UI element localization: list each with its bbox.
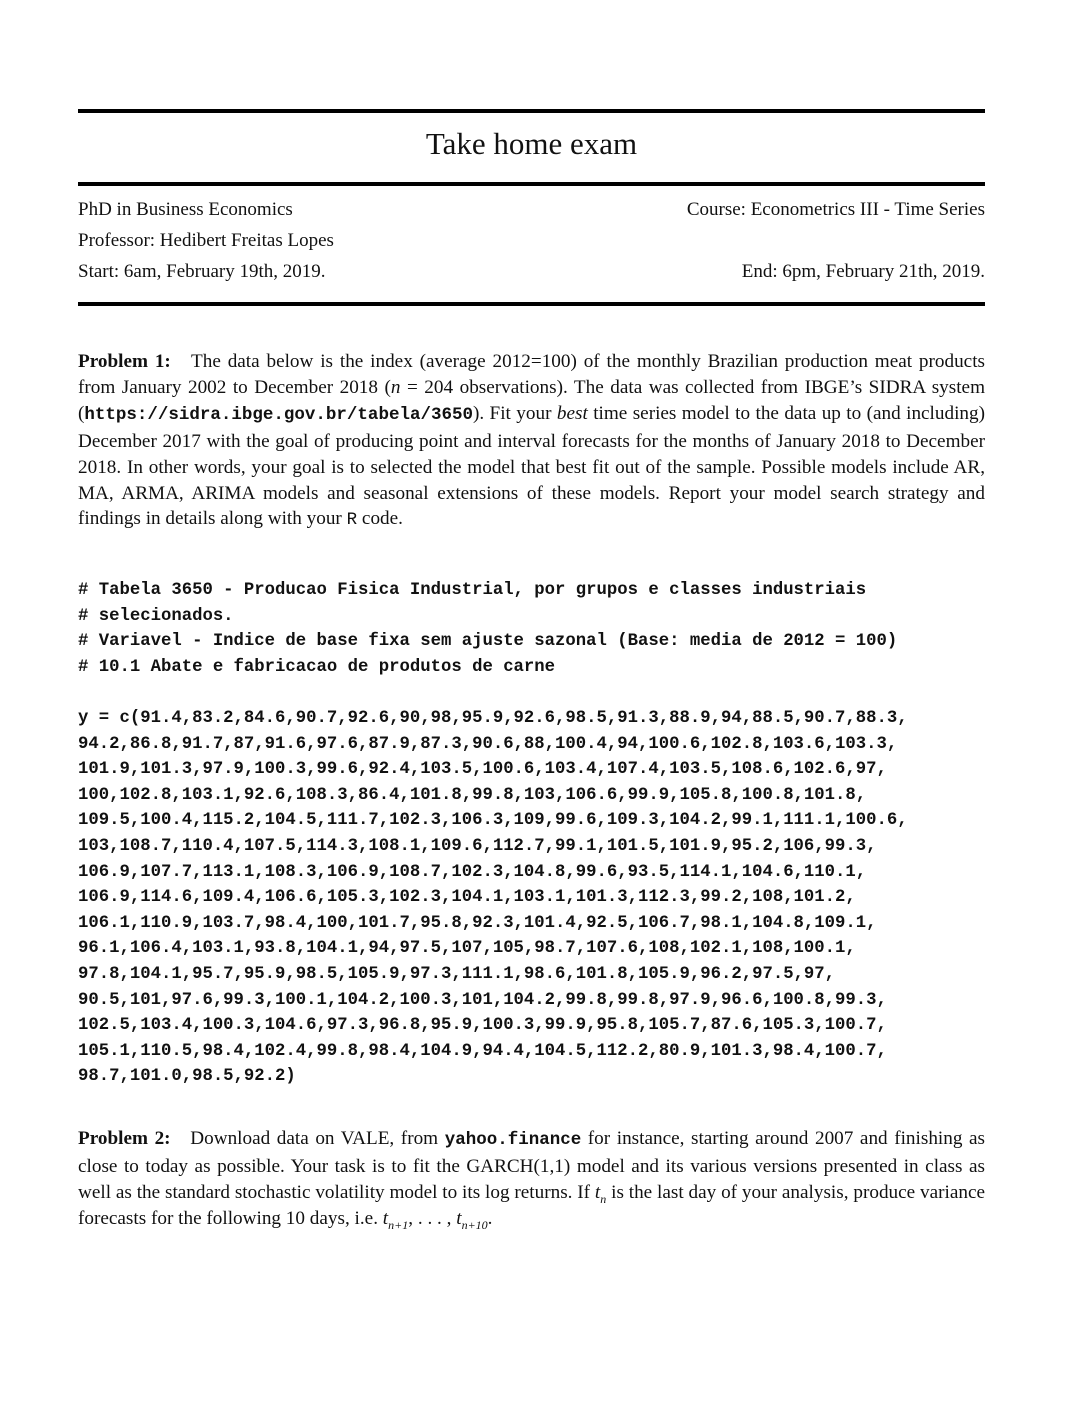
problem-1-n: n (390, 376, 401, 398)
exam-title: Take home exam (425, 126, 638, 161)
start-label: Start: 6am, February 19th, 2019. (78, 261, 326, 282)
yahoo-finance-code: yahoo.finance (444, 1130, 582, 1150)
code-comments: # Tabela 3650 - Producao Fisica Industrial, por grupos e classes industriais # selecionados. # Variavel - Indice de base fixa sem ajuste sazonal (Base: media de 2012 = 100) # 10.1 Abate e fabricacao de produtos de carne (78, 581, 898, 677)
t-n10-symbol: $t_{n+10}$ (456, 1207, 488, 1232)
t-n1-symbol: $t_{n+1}$ (382, 1207, 409, 1232)
problem-1-text (78, 349, 985, 534)
problem-2-part-b: for instance, starting around 2007 and finishing as close to today as possible. Your task is to fit the GARCH(1,1) model and its various versions presented in class as well as the standard stochastic volatility model to its log returns. If (78, 1128, 985, 1203)
problem-2-text (78, 1126, 985, 1232)
professor-label: Professor: Hedibert Freitas Lopes (78, 230, 334, 251)
code-data-vector: y = c(91.4,83.2,84.6,90.7,92.6,90,98,95.9,92.6,98.5,91.3,88.9,94,88.5,90.7,88.3, 94.2,86.8,91.7,87,91.6,97.6,87.9,87.3,90.6,88,100.4,94,100.6,102.8,103.6,103.3, 101.9,101.3,97.9,100.3,99.6,92.4,103.5,100.6,103.4,107.4,103.5,108.6,102.6,97, 100,102.8,103.1,92.6,108.3,86.4,101.8,99.8,103,106.6,99.9,105.8,100.8,101.8, 109.5,100.4,115.2,104.5,111.7,102.3,106.3,109,99.6,109.3,104.2,99.1,111.1,100.6, 103,108.7,110.4,107.5,114.3,108.1,109.6,112.7,99.1,101.5,101.9,95.2,106,99.3, 106.9,107.7,113.1,108.3,106.9,108.7,102.3,104.8,99.6,93.5,114.1,104.6,110.1, 106.9,114.6,109.4,106.6,105.3,102.3,104.1,103.1,101.3,112.3,99.2,108,101.2, 106.1,110.9,103.7,98.4,100,101.7,95.8,92.3,101.4,92.5,106.7,98.1,104.8,109.1, 96.1,106.4,103.1,93.8,104.1,94,97.5,107,105,98.7,107.6,108,102.1,108,100.1, 97.8,104.1,95.7,95.9,98.5,105.9,97.3,111.1,98.6,101.8,105.9,96.2,97.5,97, 90.5,101,97.6,99.3,100.1,104.2,100.3,101,104.2,99.8,99.8,97.9,96.6,100.8,99.3, 102.5,103.4,100.3,104.6,97.3,96.8,95.9,100.3,99.9,95.8,105.7,87.6,105.3,100.7, 105.1,110.5,98.4,102.4,99.8,98.4,104.9,94.4,104.5,112.2,80.9,101.3,98.4,100.7, 98.7,101.0,98.5,92.2) (78, 709, 908, 1087)
problem-1-label: Problem 1: (78, 351, 171, 372)
problem-1-part-d: time series model to the data up to (and including) December 2017 with the goal of producing point and interval forecasts for the months of January 2018 to December 2018. In other words, your goal is to selected the model that best fit out of the sample. Possible models include AR, MA, ARMA, ARIMA models and seasonal extensions of these models. Report your model search strategy and findings in details along with your (78, 402, 985, 530)
t-n-symbol: $t_n$ (594, 1181, 607, 1206)
ellipsis: , . . . , (408, 1207, 457, 1229)
program-label: PhD in Business Economics (78, 199, 293, 220)
sidra-url[interactable]: https://sidra.ibge.gov.br/tabela/3650 (84, 404, 473, 425)
problem-1-part-e: code. (357, 508, 403, 530)
problem-1-part-b: = 204 observations). The data was collected from IBGE’s SIDRA system ( (78, 376, 985, 424)
problem-2-part-a: Download data on VALE, from (190, 1128, 445, 1149)
problem-1-emph: best (556, 402, 588, 424)
problem-2-part-d: . (487, 1207, 493, 1229)
header-rule (78, 302, 985, 306)
course-label: Course: Econometrics III - Time Series (686, 199, 985, 220)
title-rule (78, 182, 985, 186)
r-language-label: R (346, 510, 358, 531)
problem-1-part-c: ). Fit your (472, 402, 557, 424)
problem-2-part-c: is the last day of your analysis, produce variance forecasts for the following 10 days, i.e. (78, 1181, 985, 1229)
problem-1-part-a: The data below is the index (average 2012=100) of the monthly Brazilian production meat products from January 2002 to December 2018 ( (78, 351, 985, 398)
top-rule (78, 109, 985, 113)
problem-2-label: Problem 2: (78, 1128, 171, 1149)
end-label: End: 6pm, February 21th, 2019. (741, 261, 985, 282)
